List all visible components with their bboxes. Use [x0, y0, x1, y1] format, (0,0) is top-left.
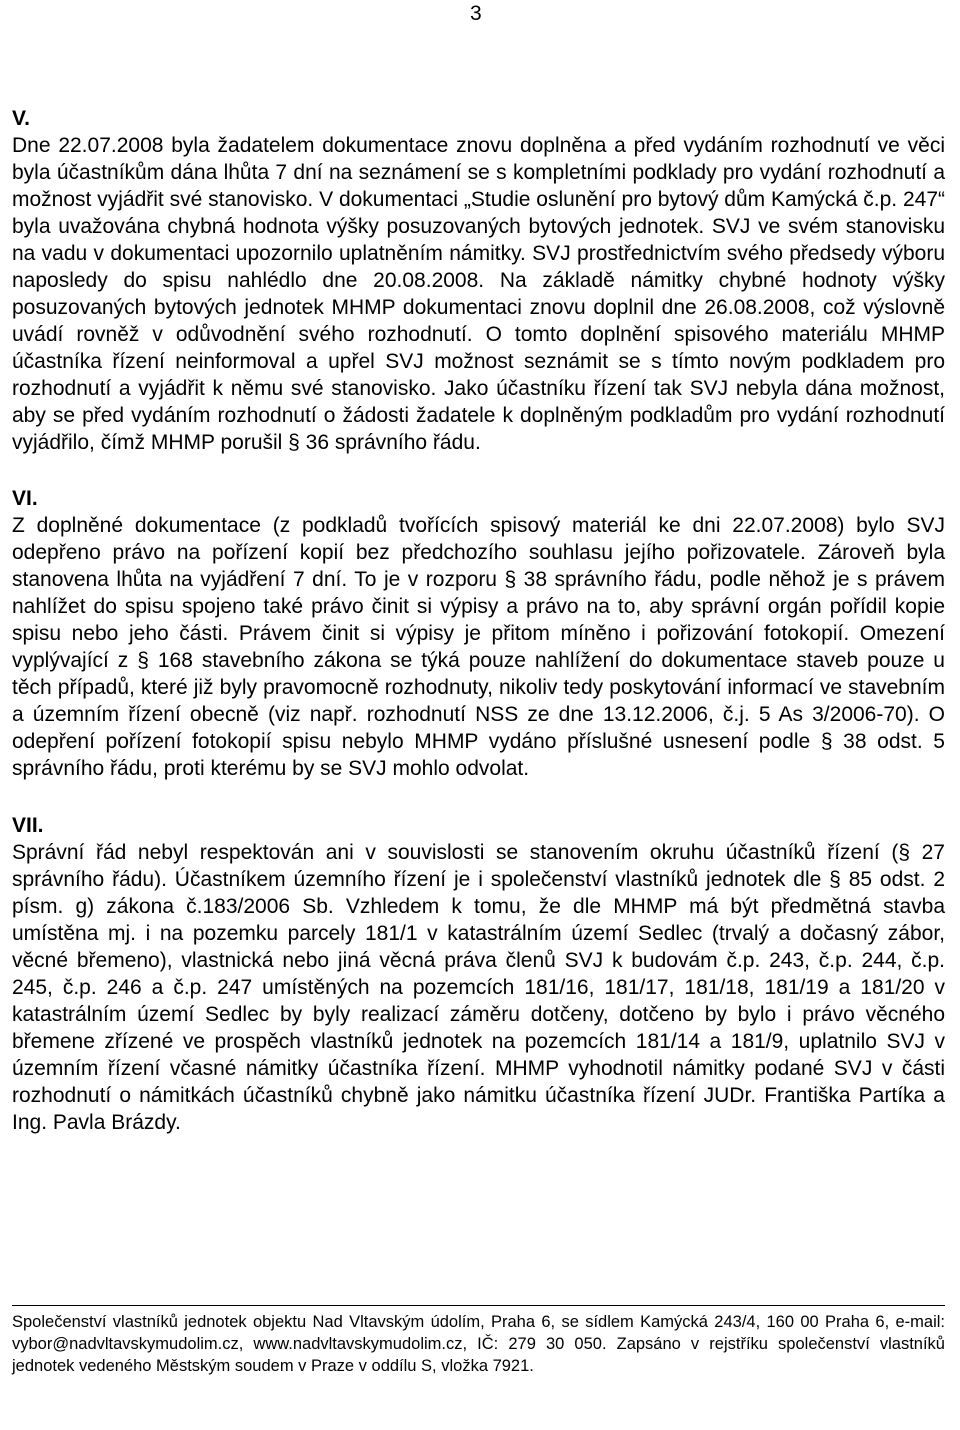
section-text-vii: Správní řád nebyl respektován ani v souvislosti se stanovením okruhu účastníků řízení (§ 27 správního řádu). Účastníkem územního řízení je i společenství vlastníků jednotek dle § 85 odst. 2 písm. g) zákona č.183/2006 Sb. Vzhledem k tomu, že dle MHMP má být předmětná stavba umístěna mj. i na pozemku parcely 181/1 v katastrálním území Sedlec (trvalý a dočasný zábor, věcné břemeno), vlastnická nebo jiná věcná práva členů SVJ k budovám č.p. 243, č.p. 244, č.p. 245, č.p. 246 a č.p. 247 umístěných na pozemcích 181/16, 181/17, 181/18, 181/19 a 181/20 v katastrálním území Sedlec by byly realizací záměru dotčeny, dotčeno by bylo i právo věcného břemene zřízené ve prospěch vlastníků jednotek na pozemcích 181/14 a 181/9, uplatnilo SVJ v územním řízení včasné námitky účastníka řízení. MHMP vyhodnotil námitky podané SVJ v části rozhodnutí o námitkách účastníků chybně jako námitku účastníka řízení JUDr. Františka Partíka a Ing. Pavla Brázdy.: [12, 841, 945, 1134]
page-number: 3: [470, 2, 482, 25]
section-heading-vi: VI.: [12, 487, 38, 510]
section-text-vi: Z doplněné dokumentace (z podkladů tvořících spisový materiál ke dni 22.07.2008) bylo SVJ odepřeno právo na pořízení kopií bez předchozího souhlasu jejího pořizovatele. Zároveň byla stanovena lhůta na vyjádření 7 dní. To je v rozporu § 38 správního řádu, podle něhož je s právem nahlížet do spisu spojeno také právo činit si výpisy a právo na to, aby správní orgán pořídil kopie spisu nebo jeho části. Právem činit si výpisy je přitom míněno i pořizování fotokopií. Omezení vyplývající z § 168 stavebního zákona se týká pouze nahlížení do dokumentace staveb pouze u těch případů, které již byly pravomocně rozhodnuty, nikoliv tedy poskytování informací ve stavebním a územním řízení obecně (viz např. rozhodnutí NSS ze dne 13.12.2006, č.j. 5 As 3/2006-70). O odepření pořízení fotokopií spisu nebylo MHMP vydáno příslušné usnesení podle § 38 odst. 5 správního řádu, proti kterému by se SVJ mohlo odvolat.: [12, 514, 945, 780]
document-body: [12, 105, 945, 1136]
section-heading-vii: VII.: [12, 814, 44, 837]
footer-divider: [12, 1305, 945, 1306]
footer-text: Společenství vlastníků jednotek objektu Nad Vltavským údolím, Praha 6, se sídlem Kamýcká 243/4, 160 00 Praha 6, e-mail: vybor@nadvltavskymudolim.cz, www.nadvltavskymudolim.cz, IČ: 279 30 050. Zapsáno v rejstříku společenství vlastníků jednotek vedeného Městským soudem v Praze v oddílu S, vložka 7921.: [12, 1313, 945, 1375]
section-text-v: Dne 22.07.2008 byla žadatelem dokumentace znovu doplněna a před vydáním rozhodnutí ve věci byla účastníkům dána lhůta 7 dní na seznámení se s kompletními podklady pro vydání rozhodnutí a možnost vyjádřit své stanovisko. V dokumentaci „Studie oslunění pro bytový dům Kamýcká č.p. 247“ byla uvažována chybná hodnota výšky posuzovaných bytových jednotek. SVJ ve svém stanovisku na vadu v dokumentaci upozornilo uplatněním námitky. SVJ prostřednictvím svého předsedy výboru naposledy do spisu nahlédlo dne 20.08.2008. Na základě námitky chybné hodnoty výšky posuzovaných bytových jednotek MHMP dokumentaci znovu doplnil dne 26.08.2008, což výslovně uvádí rovněž v odůvodnění svého rozhodnutí. O tomto doplnění spisového materiálu MHMP účastníka řízení neinformoval a upřel SVJ možnost seznámit se s tímto novým podkladem pro rozhodnutí a vyjádřit k němu své stanovisko. Jako účastníku řízení tak SVJ nebyla dána možnost, aby se před vydáním rozhodnutí o žádosti žadatele k doplněným podkladům pro vydání rozhodnutí vyjádřilo, čímž MHMP porušil § 36 správního řádu.: [12, 134, 945, 454]
section-heading-v: V.: [12, 107, 30, 130]
